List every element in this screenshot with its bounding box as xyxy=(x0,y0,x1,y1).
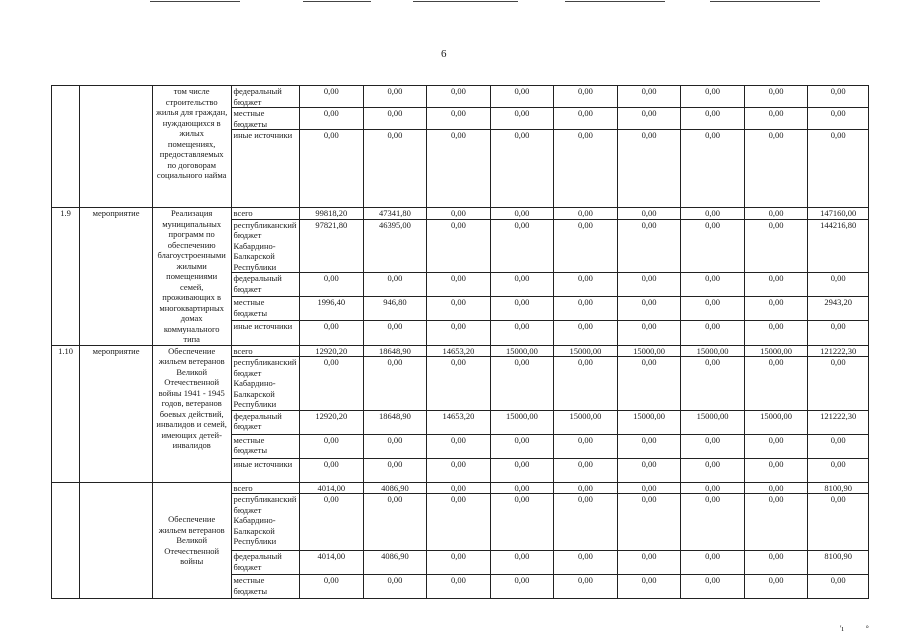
amount-cell: 121222,30 xyxy=(808,410,869,434)
amount-cell: 2943,20 xyxy=(808,297,869,321)
amount-cell: 0,00 xyxy=(554,434,618,458)
amount-cell: 0,00 xyxy=(681,482,745,494)
amount-cell: 0,00 xyxy=(617,321,681,345)
measure-description: Реализация муниципальных программ по обеспечению благоустроенными жилыми помещениями семей, проживающих в многоквартирных домах коммунального типа xyxy=(152,208,231,346)
amount-cell: 0,00 xyxy=(744,273,808,297)
amount-cell: 0,00 xyxy=(427,297,491,321)
amount-cell: 0,00 xyxy=(427,482,491,494)
amount-cell: 0,00 xyxy=(300,575,364,599)
amount-cell: 0,00 xyxy=(427,575,491,599)
amount-cell: 0,00 xyxy=(427,494,491,551)
amount-cell: 0,00 xyxy=(363,108,427,130)
amount-cell: 18648,90 xyxy=(363,410,427,434)
amount-cell: 0,00 xyxy=(808,494,869,551)
amount-cell: 0,00 xyxy=(617,86,681,108)
amount-cell: 0,00 xyxy=(363,357,427,411)
amount-cell: 0,00 xyxy=(617,575,681,599)
amount-cell: 15000,00 xyxy=(744,345,808,357)
amount-cell: 0,00 xyxy=(427,551,491,575)
funding-source: местные бюджеты xyxy=(231,108,300,130)
amount-cell: 15000,00 xyxy=(554,410,618,434)
measure-description: Обеспечение жильем ветеранов Великой Отечественной войны xyxy=(152,482,231,599)
amount-cell: 0,00 xyxy=(681,208,745,220)
amount-cell: 0,00 xyxy=(617,297,681,321)
amount-cell: 0,00 xyxy=(554,86,618,108)
funding-source: всего xyxy=(231,208,300,220)
measure-description: том числе строительство жилья для граждан, нуждающихся в жилых помещениях, предоставляемых по договорам социального найма xyxy=(152,86,231,208)
amount-cell: 0,00 xyxy=(681,108,745,130)
amount-cell: 0,00 xyxy=(744,130,808,208)
amount-cell: 147160,00 xyxy=(808,208,869,220)
amount-cell: 0,00 xyxy=(744,551,808,575)
amount-cell: 0,00 xyxy=(808,130,869,208)
amount-cell: 0,00 xyxy=(617,482,681,494)
table-row xyxy=(52,345,869,357)
amount-cell: 121222,30 xyxy=(808,345,869,357)
amount-cell: 47341,80 xyxy=(363,208,427,220)
amount-cell: 14653,20 xyxy=(427,410,491,434)
amount-cell: 0,00 xyxy=(681,551,745,575)
amount-cell: 4014,00 xyxy=(300,482,364,494)
amount-cell: 0,00 xyxy=(300,494,364,551)
amount-cell: 0,00 xyxy=(490,321,554,345)
amount-cell: 0,00 xyxy=(681,575,745,599)
row-number: 1.10 xyxy=(52,345,80,482)
amount-cell: 4086,90 xyxy=(363,482,427,494)
funding-source: республиканский бюджет Кабардино-Балкарской Республики xyxy=(231,219,300,273)
amount-cell: 0,00 xyxy=(681,219,745,273)
amount-cell: 0,00 xyxy=(744,575,808,599)
amount-cell: 1996,40 xyxy=(300,297,364,321)
amount-cell: 0,00 xyxy=(427,108,491,130)
amount-cell: 0,00 xyxy=(427,458,491,482)
amount-cell: 0,00 xyxy=(490,551,554,575)
amount-cell: 0,00 xyxy=(490,458,554,482)
amount-cell: 4014,00 xyxy=(300,551,364,575)
amount-cell: 0,00 xyxy=(744,297,808,321)
amount-cell: 0,00 xyxy=(300,130,364,208)
amount-cell: 15000,00 xyxy=(744,410,808,434)
amount-cell: 0,00 xyxy=(617,458,681,482)
amount-cell: 0,00 xyxy=(808,357,869,411)
amount-cell: 0,00 xyxy=(554,321,618,345)
amount-cell: 12920,20 xyxy=(300,345,364,357)
budget-table xyxy=(51,85,869,599)
amount-cell: 0,00 xyxy=(427,273,491,297)
amount-cell: 15000,00 xyxy=(490,345,554,357)
amount-cell: 15000,00 xyxy=(681,410,745,434)
amount-cell: 0,00 xyxy=(490,357,554,411)
amount-cell: 0,00 xyxy=(490,273,554,297)
amount-cell: 15000,00 xyxy=(554,345,618,357)
amount-cell: 0,00 xyxy=(490,86,554,108)
amount-cell: 0,00 xyxy=(554,551,618,575)
page-number: 6 xyxy=(441,48,447,60)
amount-cell: 0,00 xyxy=(490,208,554,220)
amount-cell: 0,00 xyxy=(427,357,491,411)
amount-cell: 99818,20 xyxy=(300,208,364,220)
funding-source: местные бюджеты xyxy=(231,575,300,599)
amount-cell: 0,00 xyxy=(744,434,808,458)
amount-cell: 15000,00 xyxy=(617,345,681,357)
row-type xyxy=(80,482,153,599)
amount-cell: 0,00 xyxy=(363,130,427,208)
funding-source: федеральный бюджет xyxy=(231,86,300,108)
amount-cell: 0,00 xyxy=(554,208,618,220)
amount-cell: 0,00 xyxy=(617,357,681,411)
amount-cell: 8100,90 xyxy=(808,482,869,494)
amount-cell: 0,00 xyxy=(427,434,491,458)
amount-cell: 0,00 xyxy=(744,357,808,411)
amount-cell: 0,00 xyxy=(617,494,681,551)
amount-cell: 0,00 xyxy=(617,130,681,208)
amount-cell: 0,00 xyxy=(744,108,808,130)
row-number xyxy=(52,86,80,208)
funding-source: федеральный бюджет xyxy=(231,410,300,434)
amount-cell: 8100,90 xyxy=(808,551,869,575)
amount-cell: 14653,20 xyxy=(427,345,491,357)
funding-source: республиканский бюджет Кабардино-Балкарской Республики xyxy=(231,494,300,551)
amount-cell: 0,00 xyxy=(554,297,618,321)
amount-cell: 0,00 xyxy=(300,458,364,482)
amount-cell: 0,00 xyxy=(363,86,427,108)
amount-cell: 0,00 xyxy=(300,434,364,458)
amount-cell: 0,00 xyxy=(554,219,618,273)
amount-cell: 0,00 xyxy=(554,482,618,494)
funding-source: иные источники xyxy=(231,458,300,482)
amount-cell: 0,00 xyxy=(490,575,554,599)
amount-cell: 0,00 xyxy=(363,494,427,551)
amount-cell: 0,00 xyxy=(681,297,745,321)
amount-cell: 0,00 xyxy=(617,551,681,575)
funding-source: местные бюджеты xyxy=(231,297,300,321)
amount-cell: 0,00 xyxy=(681,357,745,411)
amount-cell: 0,00 xyxy=(617,208,681,220)
amount-cell: 946,80 xyxy=(363,297,427,321)
amount-cell: 18648,90 xyxy=(363,345,427,357)
table-row xyxy=(52,208,869,220)
amount-cell: 0,00 xyxy=(554,494,618,551)
amount-cell: 0,00 xyxy=(300,86,364,108)
page-mark: 'ı ° xyxy=(840,624,869,633)
amount-cell: 0,00 xyxy=(808,575,869,599)
row-number xyxy=(52,482,80,599)
funding-source: иные источники xyxy=(231,321,300,345)
amount-cell: 0,00 xyxy=(808,458,869,482)
amount-cell: 0,00 xyxy=(554,458,618,482)
amount-cell: 0,00 xyxy=(617,273,681,297)
row-type: мероприятие xyxy=(80,345,153,482)
amount-cell: 12920,20 xyxy=(300,410,364,434)
amount-cell: 0,00 xyxy=(617,434,681,458)
amount-cell: 0,00 xyxy=(490,494,554,551)
amount-cell: 0,00 xyxy=(490,130,554,208)
amount-cell: 0,00 xyxy=(617,219,681,273)
amount-cell: 0,00 xyxy=(427,86,491,108)
amount-cell: 15000,00 xyxy=(490,410,554,434)
row-type: мероприятие xyxy=(80,208,153,346)
amount-cell: 0,00 xyxy=(363,434,427,458)
amount-cell: 0,00 xyxy=(490,297,554,321)
amount-cell: 0,00 xyxy=(427,219,491,273)
amount-cell: 0,00 xyxy=(490,108,554,130)
table-row xyxy=(52,86,869,108)
amount-cell: 0,00 xyxy=(744,219,808,273)
amount-cell: 0,00 xyxy=(363,321,427,345)
amount-cell: 144216,80 xyxy=(808,219,869,273)
amount-cell: 0,00 xyxy=(744,494,808,551)
funding-source: республиканский бюджет Кабардино-Балкарской Республики xyxy=(231,357,300,411)
amount-cell: 0,00 xyxy=(808,434,869,458)
amount-cell: 0,00 xyxy=(554,273,618,297)
amount-cell: 0,00 xyxy=(681,273,745,297)
amount-cell: 0,00 xyxy=(744,458,808,482)
funding-source: всего xyxy=(231,482,300,494)
amount-cell: 0,00 xyxy=(681,434,745,458)
amount-cell: 0,00 xyxy=(681,321,745,345)
funding-source: всего xyxy=(231,345,300,357)
row-type xyxy=(80,86,153,208)
funding-source: местные бюджеты xyxy=(231,434,300,458)
row-number: 1.9 xyxy=(52,208,80,346)
funding-source: федеральный бюджет xyxy=(231,273,300,297)
amount-cell: 0,00 xyxy=(744,321,808,345)
amount-cell: 0,00 xyxy=(427,321,491,345)
amount-cell: 0,00 xyxy=(617,108,681,130)
measure-description: Обеспечение жильем ветеранов Великой Отечественной войны 1941 - 1945 годов, ветеранов боевых действий, инвалидов и семей, имеющих детей-инвалидов xyxy=(152,345,231,482)
amount-cell: 0,00 xyxy=(808,273,869,297)
amount-cell: 0,00 xyxy=(808,108,869,130)
amount-cell: 0,00 xyxy=(427,208,491,220)
amount-cell: 0,00 xyxy=(554,130,618,208)
amount-cell: 0,00 xyxy=(681,130,745,208)
amount-cell: 0,00 xyxy=(427,130,491,208)
amount-cell: 4086,90 xyxy=(363,551,427,575)
table-row xyxy=(52,482,869,494)
amount-cell: 0,00 xyxy=(554,108,618,130)
amount-cell: 0,00 xyxy=(363,458,427,482)
amount-cell: 0,00 xyxy=(808,321,869,345)
amount-cell: 15000,00 xyxy=(617,410,681,434)
amount-cell: 0,00 xyxy=(808,86,869,108)
amount-cell: 0,00 xyxy=(744,208,808,220)
amount-cell: 0,00 xyxy=(300,321,364,345)
amount-cell: 0,00 xyxy=(363,575,427,599)
amount-cell: 0,00 xyxy=(300,273,364,297)
amount-cell: 0,00 xyxy=(554,357,618,411)
amount-cell: 0,00 xyxy=(490,219,554,273)
funding-source: иные источники xyxy=(231,130,300,208)
amount-cell: 0,00 xyxy=(490,482,554,494)
amount-cell: 0,00 xyxy=(744,482,808,494)
amount-cell: 15000,00 xyxy=(681,345,745,357)
funding-source: федеральный бюджет xyxy=(231,551,300,575)
amount-cell: 97821,80 xyxy=(300,219,364,273)
amount-cell: 0,00 xyxy=(490,434,554,458)
amount-cell: 0,00 xyxy=(744,86,808,108)
amount-cell: 0,00 xyxy=(681,86,745,108)
amount-cell: 0,00 xyxy=(681,458,745,482)
amount-cell: 0,00 xyxy=(554,575,618,599)
amount-cell: 0,00 xyxy=(300,357,364,411)
amount-cell: 0,00 xyxy=(300,108,364,130)
amount-cell: 46395,00 xyxy=(363,219,427,273)
amount-cell: 0,00 xyxy=(363,273,427,297)
amount-cell: 0,00 xyxy=(681,494,745,551)
